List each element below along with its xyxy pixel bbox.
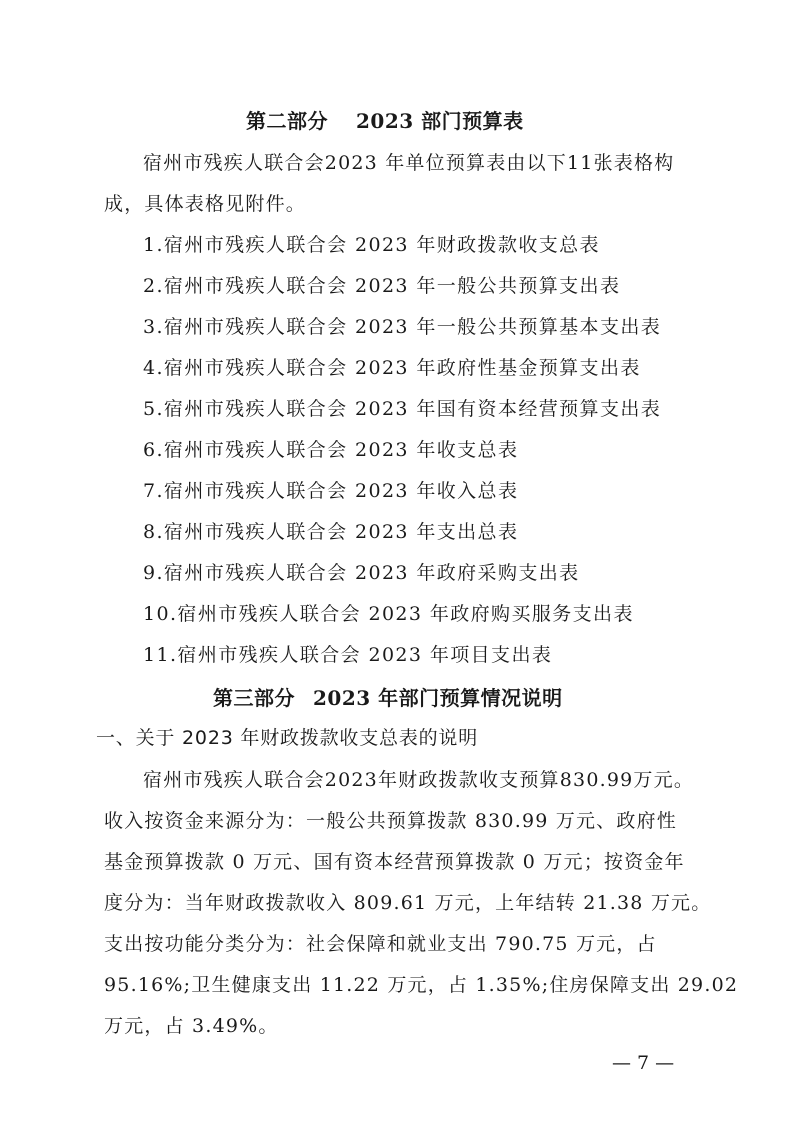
- list-item: 2.宿州市残疾人联合会 2023 年一般公共预算支出表: [143, 275, 621, 297]
- section1-title: 一、关于 2023 年财政拨款收支总表的说明: [96, 727, 479, 749]
- list-item: 8.宿州市残疾人联合会 2023 年支出总表: [143, 521, 519, 543]
- list-item: 7.宿州市残疾人联合会 2023 年收入总表: [143, 480, 519, 502]
- part2-intro-line-1: 宿州市残疾人联合会2023 年单位预算表由以下11张表格构: [143, 152, 675, 174]
- paragraph-line: 宿州市残疾人联合会2023年财政拨款收支预算830.99万元。: [143, 769, 695, 791]
- paragraph-line: 万元，占 3.49%。: [104, 1015, 279, 1037]
- part3-heading-label: 第三部分: [213, 686, 295, 710]
- list-item: 6.宿州市残疾人联合会 2023 年收支总表: [143, 439, 519, 461]
- list-item: 9.宿州市残疾人联合会 2023 年政府采购支出表: [143, 562, 580, 584]
- paragraph-line: 95.16%;卫生健康支出 11.22 万元，占 1.35%;住房保障支出 29.02: [104, 974, 739, 996]
- paragraph-line: 支出按功能分类分为：社会保障和就业支出 790.75 万元，占: [104, 933, 657, 955]
- list-item: 11.宿州市残疾人联合会 2023 年项目支出表: [143, 644, 553, 666]
- paragraph-line: 度分为：当年财政拨款收入 809.61 万元，上年结转 21.38 万元。: [104, 892, 712, 914]
- paragraph-line: 基金预算拨款 0 万元、国有资本经营预算拨款 0 万元；按资金年: [104, 851, 685, 873]
- list-item: 10.宿州市残疾人联合会 2023 年政府购买服务支出表: [143, 603, 634, 625]
- part3-heading-title: 2023 年部门预算情况说明: [313, 686, 563, 710]
- part2-heading-label: 第二部分: [246, 109, 328, 133]
- part2-intro-line-2: 成，具体表格见附件。: [104, 193, 307, 215]
- paragraph-line: 收入按资金来源分为：一般公共预算拨款 830.99 万元、政府性: [104, 810, 677, 832]
- page-number: — 7 —: [612, 1052, 675, 1074]
- part2-heading-title: 2023 部门预算表: [356, 109, 524, 133]
- part2-heading: [246, 107, 524, 135]
- part3-heading: [213, 684, 563, 712]
- list-item: 4.宿州市残疾人联合会 2023 年政府性基金预算支出表: [143, 357, 641, 379]
- list-item: 1.宿州市残疾人联合会 2023 年财政拨款收支总表: [143, 234, 600, 256]
- list-item: 5.宿州市残疾人联合会 2023 年国有资本经营预算支出表: [143, 398, 662, 420]
- list-item: 3.宿州市残疾人联合会 2023 年一般公共预算基本支出表: [143, 316, 662, 338]
